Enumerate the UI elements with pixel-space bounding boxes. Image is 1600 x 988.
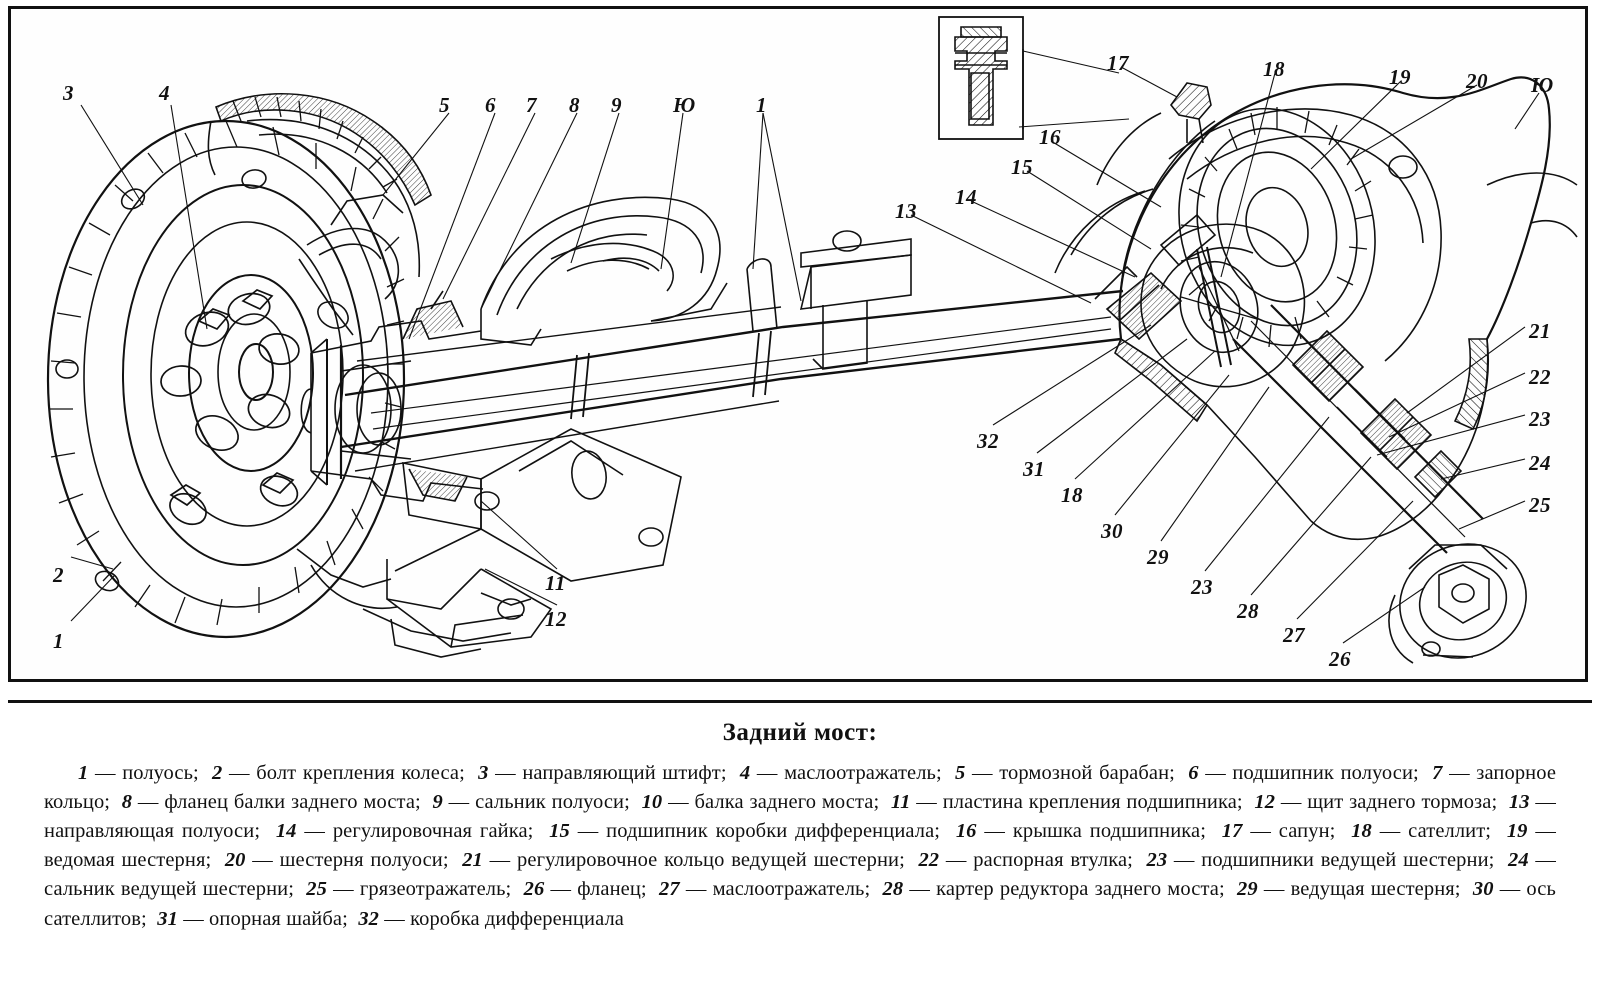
caption-entry-separator: — xyxy=(379,907,411,930)
caption-entry-separator: — xyxy=(1529,791,1557,814)
rear-axle-cutaway-illustration xyxy=(11,9,1585,679)
ring-gear xyxy=(1152,85,1403,369)
caption-entry-separator: — xyxy=(488,762,523,784)
caption-entry-number: 7 xyxy=(1432,762,1443,784)
caption-entry-text: полуось; xyxy=(122,762,199,784)
caption-entry-text: ось сателлитов; xyxy=(44,878,1556,930)
brake-drum-group xyxy=(48,120,419,637)
caption-entry-text: регулировочная гайка; xyxy=(332,820,534,843)
caption-entry-separator: — xyxy=(1167,849,1202,872)
caption-entry-text: щит заднего тормоза; xyxy=(1307,791,1498,814)
callout-number: 28 xyxy=(1237,599,1259,623)
breather-inset-detail xyxy=(939,17,1023,139)
caption-entry-separator: — xyxy=(903,878,937,901)
caption-entry-separator: — xyxy=(177,907,210,930)
caption-entry-number: 25 xyxy=(306,878,327,901)
caption-entry-text: запорное кольцо; xyxy=(44,762,1557,814)
callout-number: 9 xyxy=(611,93,622,117)
caption-block xyxy=(8,700,1592,934)
caption-entry-separator: — xyxy=(976,820,1013,843)
caption-entry-separator: — xyxy=(1527,820,1556,843)
caption-entry-text: болт крепления колеса; xyxy=(256,762,465,784)
callout-number: 3 xyxy=(63,81,74,105)
callout-number: 17 xyxy=(1107,51,1129,75)
caption-entry-text: подшипник полуоси; xyxy=(1232,762,1419,784)
callout-number: Ю xyxy=(1531,73,1554,97)
caption-entry-separator: — xyxy=(569,820,607,843)
callout-number: 23 xyxy=(1529,407,1551,431)
caption-entry-separator: — xyxy=(1493,878,1527,901)
caption-entry-separator: — xyxy=(132,791,165,814)
callout-number: 5 xyxy=(439,93,450,117)
caption-entry-separator: — xyxy=(442,791,476,814)
caption-entry-separator: — xyxy=(482,849,518,872)
callout-number: 13 xyxy=(895,199,917,223)
caption-entry-separator: — xyxy=(1528,849,1557,872)
caption-entry-separator: — xyxy=(544,878,578,901)
caption-entry-number: 23 xyxy=(1146,849,1168,872)
caption-entry-text: коробка дифференциала xyxy=(410,907,624,930)
callout-number: 6 xyxy=(485,93,496,117)
caption-entry-separator: — xyxy=(939,849,974,872)
callout-number: 24 xyxy=(1529,451,1551,475)
figure-title: Задний мост: xyxy=(722,719,878,746)
callout-number: 29 xyxy=(1147,545,1169,569)
caption-entry-number: 3 xyxy=(478,762,489,784)
caption-entry-number: 9 xyxy=(432,791,443,814)
caption-entry-number: 16 xyxy=(955,820,977,843)
axle-beam-group xyxy=(311,231,1123,647)
caption-entry-text: маслоотражатель; xyxy=(712,878,871,901)
caption-entry-separator: — xyxy=(296,820,333,843)
caption-entry-number: 15 xyxy=(549,820,570,843)
callout-number: 16 xyxy=(1039,125,1061,149)
caption-entry-number: 24 xyxy=(1507,849,1529,872)
caption-entry-text: ведомая шестерня; xyxy=(44,849,212,872)
caption-divider xyxy=(8,700,1592,703)
caption-entry-number: 28 xyxy=(882,878,904,901)
callout-number: 1 xyxy=(53,629,64,653)
callout-number: 22 xyxy=(1529,365,1551,389)
callout-number: 15 xyxy=(1011,155,1033,179)
axle-guide-shroud xyxy=(481,197,727,345)
callout-number: 20 xyxy=(1466,69,1488,93)
caption-entry-text: направляющая полуоси; xyxy=(44,820,261,843)
caption-entry-number: 19 xyxy=(1506,820,1528,843)
caption-entry-separator: — xyxy=(750,762,785,784)
caption-entry-text: крышка подшипника; xyxy=(1012,820,1207,843)
caption-entry-number: 26 xyxy=(523,878,545,901)
callout-number: 31 xyxy=(1023,457,1045,481)
caption-entry-number: 18 xyxy=(1351,820,1372,843)
callout-number: 23 xyxy=(1191,575,1213,599)
caption-entry-separator: — xyxy=(245,849,280,872)
caption-entry-number: 20 xyxy=(224,849,246,872)
callout-number: 18 xyxy=(1263,57,1285,81)
caption-entry-separator: — xyxy=(222,762,257,784)
caption-entry-number: 4 xyxy=(739,762,751,784)
caption-entry-text: направляющий штифт; xyxy=(522,762,727,784)
callout-number: 4 xyxy=(159,81,170,105)
callout-number: 1 xyxy=(756,93,767,117)
callout-number: 25 xyxy=(1529,493,1551,517)
caption-entry-number: 22 xyxy=(918,849,940,872)
callout-number: 8 xyxy=(569,93,580,117)
caption-entry-separator: — xyxy=(1198,762,1233,784)
figure-canvas xyxy=(11,9,1585,679)
caption-entry-text: сальник ведущей шестерни; xyxy=(44,878,295,901)
caption-entry-number: 12 xyxy=(1254,791,1276,814)
caption-entry-number: 1 xyxy=(78,762,89,784)
callout-number: 19 xyxy=(1389,65,1411,89)
caption-entry-number: 21 xyxy=(462,849,483,872)
callout-number: 27 xyxy=(1283,623,1305,647)
caption-entry-text: фланец; xyxy=(577,878,647,901)
callout-number: 14 xyxy=(955,185,977,209)
caption-entry-separator: — xyxy=(910,791,943,814)
caption-entry-number: 8 xyxy=(121,791,133,814)
caption-entry-number: 6 xyxy=(1188,762,1199,784)
caption-entry-text: опорная шайба; xyxy=(209,907,348,930)
callout-number: 18 xyxy=(1061,483,1083,507)
caption-entry-number: 27 xyxy=(659,878,680,901)
callout-number: 30 xyxy=(1101,519,1123,543)
callout-number: 2 xyxy=(53,563,64,587)
callout-number: 21 xyxy=(1529,319,1551,343)
breather-tube xyxy=(1097,83,1211,185)
caption-entry-text: фланец балки заднего моста; xyxy=(164,791,421,814)
caption-entry-text: распорная втулка; xyxy=(973,849,1133,872)
caption-entry-separator: — xyxy=(679,878,713,901)
caption-entry-number: 31 xyxy=(157,907,178,930)
caption-entry-number: 32 xyxy=(358,907,380,930)
caption-entry-text: пластина крепления подшипника; xyxy=(942,791,1243,814)
caption-entry-text: тормозной барабан; xyxy=(999,762,1175,784)
differential-carrier-group xyxy=(1055,73,1577,675)
caption-entry-number: 30 xyxy=(1472,878,1494,901)
caption-entry-number: 17 xyxy=(1221,820,1243,843)
caption-entry-separator: — xyxy=(965,762,1000,784)
caption-entry-number: 2 xyxy=(212,762,223,784)
caption-entry-number: 13 xyxy=(1508,791,1530,814)
caption-entry-number: 5 xyxy=(955,762,966,784)
caption-entry-separator: — xyxy=(327,878,360,901)
caption-entry-separator: — xyxy=(1275,791,1308,814)
caption-entry-text: грязеотражатель; xyxy=(359,878,512,901)
caption-entry-separator: — xyxy=(1371,820,1409,843)
figure-frame xyxy=(8,6,1588,682)
callout-number: 32 xyxy=(977,429,999,453)
caption-entry-separator: — xyxy=(1257,878,1291,901)
caption-entry-text: маслоотражатель; xyxy=(784,762,942,784)
caption-entry-text: шестерня полуоси; xyxy=(279,849,449,872)
drive-pinion-assembly xyxy=(1233,305,1542,676)
caption-entry-text: сателлит; xyxy=(1408,820,1492,843)
callout-number: Ю xyxy=(673,93,696,117)
callout-number: 7 xyxy=(526,93,537,117)
caption-entry-separator: — xyxy=(88,762,123,784)
bearing-cap-adjuster xyxy=(1055,189,1215,339)
callout-number: 11 xyxy=(545,571,566,595)
callout-number: 26 xyxy=(1329,647,1351,671)
caption-entry-text: картер редуктора заднего моста; xyxy=(936,878,1225,901)
callout-number: 12 xyxy=(545,607,567,631)
caption-entry-separator: — xyxy=(1242,820,1279,843)
caption-entry-separator: — xyxy=(662,791,695,814)
caption-entry-text: балка заднего моста; xyxy=(694,791,880,814)
caption-entry-number: 11 xyxy=(890,791,911,814)
caption-text xyxy=(8,759,1592,934)
caption-entry-number: 10 xyxy=(641,791,663,814)
caption-entry-text: подшипник коробки дифференциала; xyxy=(606,820,941,843)
caption-entry-separator: — xyxy=(1442,762,1477,784)
caption-entry-text: подшипники ведущей шестерни; xyxy=(1201,849,1495,872)
caption-entry-text: сальник полуоси; xyxy=(475,791,630,814)
caption-entry-number: 14 xyxy=(275,820,297,843)
caption-entry-text: сапун; xyxy=(1278,820,1336,843)
caption-entry-number: 29 xyxy=(1237,878,1258,901)
caption-entry-text: ведущая шестерня; xyxy=(1290,878,1461,901)
caption-entry-text: регулировочное кольцо ведущей шестерни; xyxy=(517,849,905,872)
